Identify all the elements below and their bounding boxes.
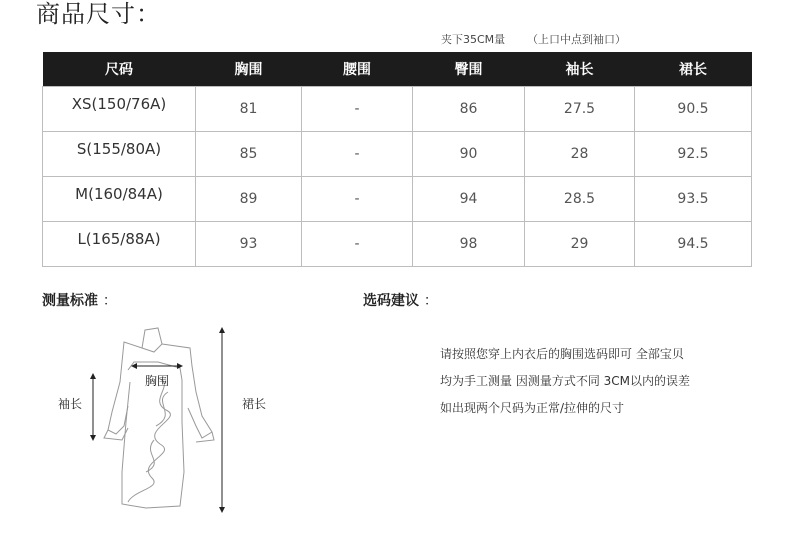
cell-waist: - — [302, 87, 413, 132]
cell-length: 92.5 — [635, 132, 752, 177]
advice-heading-text: 选码建议 — [363, 293, 419, 309]
cell-sleeve: 28 — [525, 132, 635, 177]
measure-note-sleeve: （上口中点到袖口） — [527, 33, 626, 46]
cell-hip: 86 — [413, 87, 525, 132]
dress-illustration — [50, 322, 290, 522]
cell-length: 94.5 — [635, 222, 752, 267]
cell-sleeve: 27.5 — [525, 87, 635, 132]
cell-bust: 81 — [196, 87, 302, 132]
size-table — [42, 52, 752, 267]
measure-note-bust: 夹下35CM量 — [441, 33, 506, 46]
cell-bust: 85 — [196, 132, 302, 177]
cell-hip: 98 — [413, 222, 525, 267]
measurement-diagram — [50, 322, 290, 522]
sleeve-label: 袖长 — [58, 397, 83, 411]
header-sleeve: 袖长 — [525, 52, 635, 87]
advice-heading — [363, 290, 438, 310]
advice-line: 请按照您穿上内衣后的胸围选码即可 全部宝贝 — [440, 347, 684, 361]
cell-bust: 93 — [196, 222, 302, 267]
cell-length: 93.5 — [635, 177, 752, 222]
measure-heading-text: 测量标准 — [42, 293, 98, 309]
length-label: 裙长 — [242, 397, 267, 411]
cell-waist: - — [302, 222, 413, 267]
cell-hip: 94 — [413, 177, 525, 222]
header-hip: 臀围 — [413, 52, 525, 87]
table-row — [43, 87, 752, 132]
cell-sleeve: 28.5 — [525, 177, 635, 222]
cell-length: 90.5 — [635, 87, 752, 132]
header-size: 尺码 — [43, 52, 196, 87]
cell-size: S(155/80A) — [43, 132, 196, 177]
header-length: 裙长 — [635, 52, 752, 87]
measure-heading-colon: ： — [102, 293, 117, 309]
header-bust: 胸围 — [196, 52, 302, 87]
size-table-header — [43, 52, 752, 87]
cell-hip: 90 — [413, 132, 525, 177]
cell-sleeve: 29 — [525, 222, 635, 267]
cell-size: M(160/84A) — [43, 177, 196, 222]
advice-heading-colon: ： — [423, 293, 438, 309]
table-row — [43, 222, 752, 267]
advice-line: 如出现两个尺码为正常/拉伸的尺寸 — [440, 401, 625, 415]
measure-heading — [42, 290, 117, 310]
cell-bust: 89 — [196, 177, 302, 222]
cell-waist: - — [302, 177, 413, 222]
table-row — [43, 177, 752, 222]
page-title: 商品尺寸： — [36, 0, 161, 28]
header-waist: 腰围 — [302, 52, 413, 87]
bust-label: 胸围 — [145, 374, 170, 388]
cell-size: XS(150/76A) — [43, 87, 196, 132]
cell-size: L(165/88A) — [43, 222, 196, 267]
cell-waist: - — [302, 132, 413, 177]
table-row — [43, 132, 752, 177]
advice-line: 均为手工测量 因测量方式不同 3CM以内的误差 — [440, 374, 690, 388]
